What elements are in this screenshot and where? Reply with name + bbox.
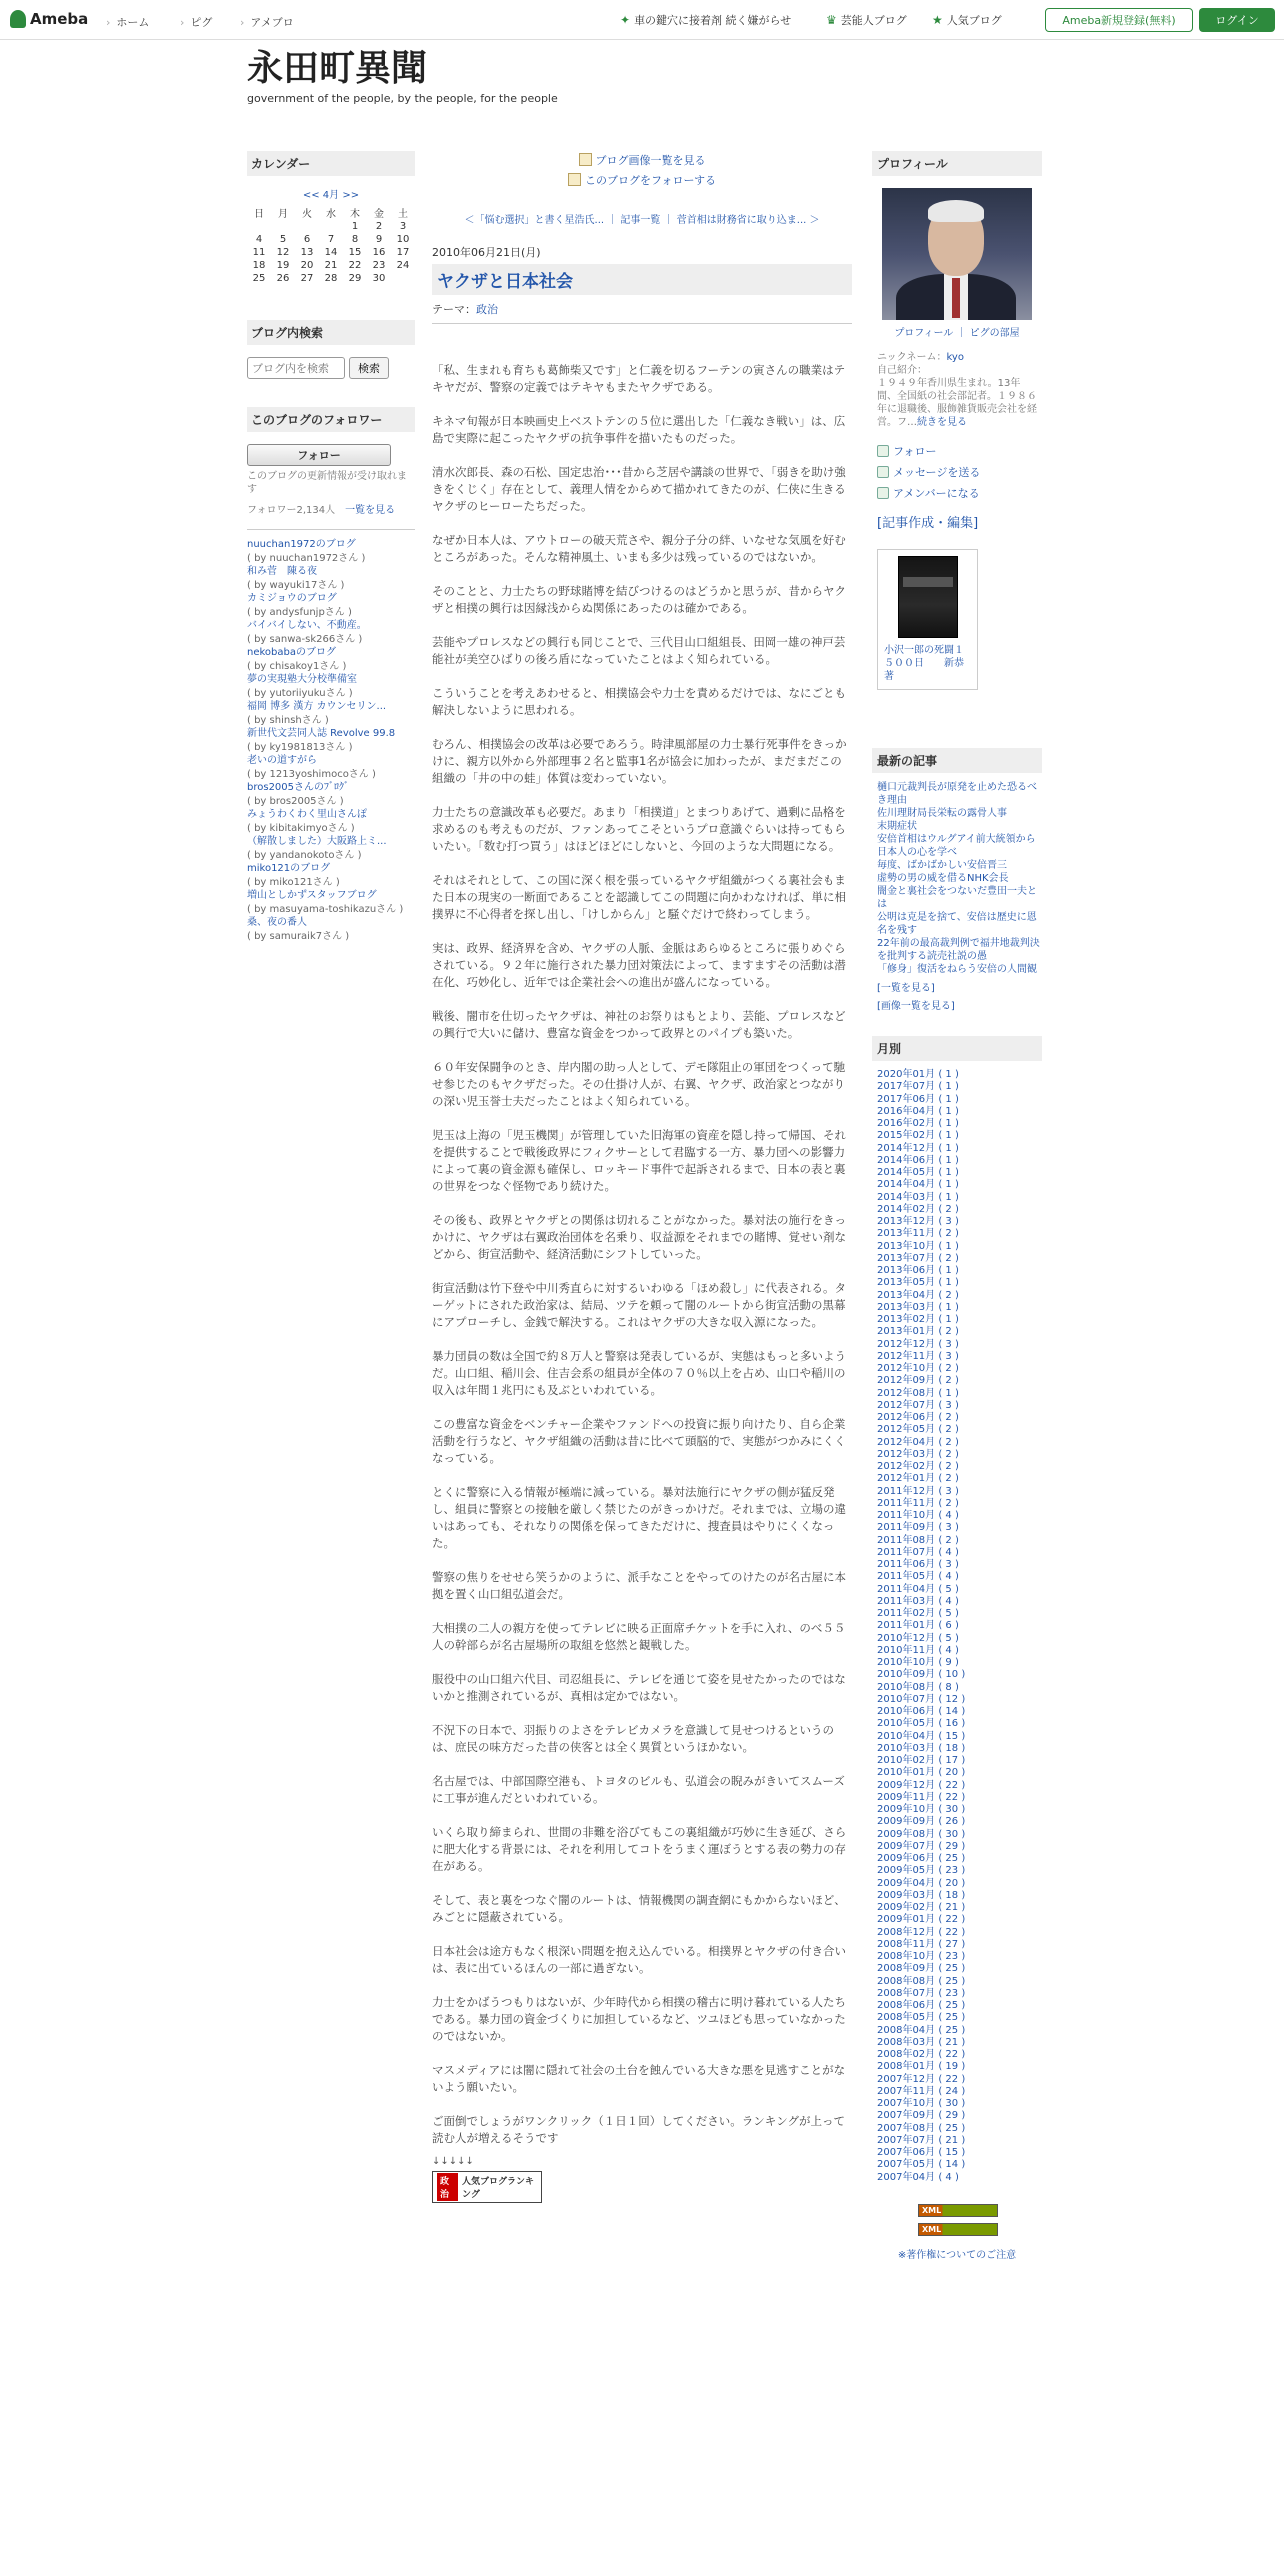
monthly-archive-link[interactable]: 2008年01月 ( 19 ) bbox=[877, 2061, 966, 2073]
follower-owner: ( by nuuchan1972さん ) bbox=[247, 552, 366, 564]
monthly-archive-link[interactable]: 2012年01月 ( 2 ) bbox=[877, 1473, 959, 1485]
monthly-archive-link[interactable]: 2008年10月 ( 23 ) bbox=[877, 1951, 966, 1962]
xml-feed-badge-2[interactable]: XML bbox=[918, 2223, 998, 2236]
entry-paragraph: 警察の焦りをせせら笑うかのように、派手なことをやってのけたのが名古屋に本拠を置く山口組弘道会だ。 bbox=[432, 1570, 846, 1601]
calendar-day[interactable]: 5 bbox=[279, 234, 287, 245]
send-message-link[interactable]: メッセージを送る bbox=[893, 466, 981, 479]
calendar-weekday: 土 bbox=[398, 209, 408, 220]
calendar-day[interactable]: 12 bbox=[276, 247, 290, 258]
monthly-archive-link[interactable]: 2017年06月 ( 1 ) bbox=[877, 1093, 959, 1105]
monthly-archive-link[interactable]: 2014年02月 ( 2 ) bbox=[877, 1203, 959, 1215]
follower-owner: ( by chisakoy1さん ) bbox=[247, 660, 347, 672]
blog-title[interactable]: 永田町異聞 bbox=[247, 47, 428, 89]
entry-paragraph: いくら取り締まられ、世間の非難を浴びてもこの裏組織が巧妙に生き延び、さらに肥大化する背景には、それを利用してコトをうまく運ぼうとする表の勢力の存在がある。 bbox=[432, 1825, 847, 1873]
header-celebrity-blog-link[interactable]: ♛ 芸能人ブログ bbox=[826, 13, 907, 27]
calendar-day bbox=[295, 220, 319, 233]
monthly-archive-link[interactable]: 2013年10月 ( 1 ) bbox=[877, 1240, 959, 1252]
entry-paragraph: 大相撲の二人の親方を使ってテレビに映る正面席チケットを手に入れ、のべ５５人の幹部らが名古屋場所の取組を悠然と観戦した。 bbox=[432, 1621, 846, 1652]
monthly-archive-link[interactable]: 2007年10月 ( 30 ) bbox=[877, 2098, 966, 2109]
calendar-day[interactable]: 16 bbox=[372, 247, 386, 258]
calendar-day[interactable]: 25 bbox=[252, 273, 266, 284]
entry-paragraph: 児玉は上海の「児玉機関」が管理していた旧海軍の資産を隠し持って帰国、それを提供することで戦後政界にフィクサーとして君臨する一方、暴力団への影響力によって裏の資金源も確保し、ロッキード事件で起訴されるまで、日本の表と裏の世界をつなぐ怪物であり続けた。 bbox=[432, 1128, 846, 1193]
calendar-day[interactable]: 8 bbox=[351, 234, 359, 245]
calendar-weekday: 金 bbox=[374, 209, 384, 220]
monthly-archive-link[interactable]: 2011年11月 ( 2 ) bbox=[877, 1497, 959, 1509]
monthly-archive-link[interactable]: 2013年03月 ( 1 ) bbox=[877, 1301, 959, 1313]
monthly-archive-link[interactable]: 2011年12月 ( 3 ) bbox=[877, 1485, 959, 1497]
amember-link[interactable]: アメンバーになる bbox=[893, 487, 980, 500]
theme-link[interactable]: 政治 bbox=[476, 303, 498, 316]
monthly-archive-link[interactable]: 2012年05月 ( 2 ) bbox=[877, 1424, 959, 1436]
nav-pigg[interactable]: ピグ bbox=[190, 16, 213, 29]
entry-paragraph: そして、表と裏をつなぐ闇のルートは、情報機関の調査網にもかからないほど、みごとに隠蔽されている。 bbox=[432, 1893, 846, 1924]
calendar-day[interactable]: 22 bbox=[348, 260, 362, 271]
follower-blog-link[interactable]: 新世代文芸同人誌 Revolve 99.8 bbox=[247, 728, 396, 739]
entry-paragraph: むろん、相撲協会の改革は必要であろう。時津風部屋の力士暴行死事件をきっかけに、親方以外から外部理事２名と監事1名が協会に加わったが、まだまだこの組織の「井の中の蛙」体質は変わっていない。 bbox=[432, 737, 847, 785]
monthly-archive-link[interactable]: 2007年04月 ( 4 ) bbox=[877, 2171, 959, 2183]
entry-paragraph: 日本社会は途方もなく根深い問題を抱え込んでいる。相撲界とヤクザの付き合いは、表に出ているほんの一部に過ぎない。 bbox=[432, 1944, 846, 1975]
entry-paragraph: それはそれとして、この国に深く根を張っているヤクザ組織がつくる裏社会もまた日本の現実の一断面であることを認識してこの問題に向かわなければ、単に相撲界に不心得者を探し出し、「けしからん」と騒ぐだけで終わってしまう。 bbox=[432, 873, 846, 921]
monthly-archive-link[interactable]: 2010年05月 ( 16 ) bbox=[877, 1718, 966, 1730]
calendar-day[interactable]: 23 bbox=[372, 260, 386, 271]
avatar[interactable] bbox=[882, 188, 1032, 320]
entry-theme: テーマ：政治 bbox=[432, 301, 852, 324]
monthly-archive-link[interactable]: 2008年11月 ( 27 ) bbox=[877, 1938, 966, 1950]
monthly-archive-link[interactable]: 2009年02月 ( 21 ) bbox=[877, 1902, 966, 1913]
recent-entry-link[interactable]: 虚勢の男の威を借るNHK会長 bbox=[877, 873, 1009, 884]
entry-paragraph: ６０年安保闘争のとき、岸内閣の助っ人として、デモ隊阻止の軍団をつくって馳せ参じたのもヤクザだった。その仕掛け人が、右翼、ヤクザ、政治家とつながりの深い児玉誉士夫だったことはよく知られている。 bbox=[432, 1060, 846, 1108]
monthly-archive-link[interactable]: 2010年03月 ( 18 ) bbox=[877, 1742, 966, 1754]
follower-owner: ( by ky1981813さん ) bbox=[247, 741, 353, 753]
monthly-heading: 月別 bbox=[872, 1036, 1042, 1061]
monthly-archive-link[interactable]: 2012年08月 ( 1 ) bbox=[877, 1387, 959, 1399]
monthly-archive-link[interactable]: 2013年05月 ( 1 ) bbox=[877, 1277, 959, 1289]
monthly-archive-link[interactable]: 2010年02月 ( 17 ) bbox=[877, 1755, 966, 1766]
monthly-archive-link[interactable]: 2011年10月 ( 4 ) bbox=[877, 1510, 959, 1521]
monthly-archive-link[interactable]: 2015年02月 ( 1 ) bbox=[877, 1130, 959, 1142]
calendar-day bbox=[247, 220, 271, 233]
recent-entry-link[interactable]: 公明は克是を捨て、安倍は歴史に恩名を残す bbox=[877, 912, 1037, 936]
follower-owner: ( by yandanokotoさん ) bbox=[247, 849, 362, 861]
monthly-archive-link[interactable]: 2011年03月 ( 4 ) bbox=[877, 1595, 959, 1607]
follower-blog-link[interactable]: （解散しました）大阪路上ミ... bbox=[247, 836, 387, 847]
follower-blog-link[interactable]: 夢の実現塾大分校準備室 bbox=[247, 674, 357, 685]
calendar-weekday: 月 bbox=[278, 209, 288, 220]
follower-blog-link[interactable]: 桑、夜の番人 bbox=[247, 917, 307, 928]
right-column bbox=[872, 151, 1042, 2261]
monthly-archive-link[interactable]: 2009年10月 ( 30 ) bbox=[877, 1804, 966, 1815]
calendar-day[interactable]: 20 bbox=[300, 260, 314, 271]
recent-entry-link[interactable]: 毎度、ばかばかしい安倍晋三 bbox=[877, 860, 1007, 871]
monthly-archive-link[interactable]: 2014年12月 ( 1 ) bbox=[877, 1142, 959, 1154]
monthly-archive-link[interactable]: 2011年04月 ( 5 ) bbox=[877, 1583, 959, 1595]
monthly-archive-link[interactable]: 2012年07月 ( 3 ) bbox=[877, 1399, 959, 1411]
image-list-icon bbox=[579, 153, 592, 166]
calendar-day[interactable]: 26 bbox=[276, 273, 290, 284]
monthly-archive-link[interactable]: 2013年11月 ( 2 ) bbox=[877, 1228, 959, 1240]
entry-paragraph: 暴力団員の数は全国で約８万人と警察は発表しているが、実態はもっと多いようだ。山口組、稲川会、住吉会系の組員が全体の７０％以上を占め、山口や稲川の収入は年間１兆円にも及ぶといわれている。 bbox=[432, 1349, 846, 1397]
profile-follow-link[interactable]: フォロー bbox=[893, 445, 937, 458]
follower-owner: ( by wayuki17さん ) bbox=[247, 579, 345, 591]
entry-paragraph: とくに警察に入る情報が極端に減っている。暴対法施行にヤクザの側が猛反発し、組員に警察との接触を厳しく禁じたのがきっかけだ。それまでは、立場の違いはあっても、それなりの関係を保ってきただけに、捜査員はやりにくくなった。 bbox=[432, 1485, 846, 1550]
entry-paragraph: 芸能やプロレスなどの興行も同じことで、三代目山口組組長、田岡一雄の神戸芸能社が美空ひばりの後ろ盾になっていたことはよく知られている。 bbox=[432, 635, 846, 666]
follower-blog-link[interactable]: bros2005さんのﾌﾞﾛｸﾞ bbox=[247, 782, 350, 793]
calendar-table bbox=[247, 205, 415, 285]
monthly-archive-link[interactable]: 2010年11月 ( 4 ) bbox=[877, 1644, 959, 1656]
entry-paragraph: 力士たちの意識改革も必要だ。あまり「相撲道」とまつりあげて、過剰に品格を求めるのも考えものだが、ファンあってこそというプロ意識ぐらいは持ってもらいたい。「数む打つ買う」はほどほどにしないと、今回のような大問題になる。 bbox=[432, 805, 846, 853]
nav-ameblo[interactable]: アメブロ bbox=[250, 16, 294, 29]
entry-paragraph: なぜか日本人は、アウトローの破天荒さや、親分子分の絆、いなせな気風を好むところがあった。そんな精神風土、いまも多少は残っているのではないか。 bbox=[432, 533, 846, 564]
calendar-day[interactable]: 7 bbox=[327, 234, 335, 245]
entry-paragraph: 戦後、闇市を仕切ったヤクザは、神社のお祭りはもとより、芸能、プロレスなどの興行で大いに儲け、豊富な資金をつかって政界とのパイプも築いた。 bbox=[432, 1009, 846, 1040]
calendar-weekday: 水 bbox=[326, 209, 336, 220]
monthly-archive-link[interactable]: 2010年09月 ( 10 ) bbox=[877, 1669, 966, 1681]
monthly-archive-link[interactable]: 2009年08月 ( 30 ) bbox=[877, 1828, 966, 1840]
calendar-day bbox=[319, 220, 343, 233]
follower-owner: ( by kibitakimyoさん ) bbox=[247, 822, 355, 834]
monthly-archive-link[interactable]: 2009年07月 ( 29 ) bbox=[877, 1840, 966, 1852]
monthly-archive-link[interactable]: 2010年04月 ( 15 ) bbox=[877, 1730, 966, 1742]
monthly-archive-link[interactable]: 2011年01月 ( 6 ) bbox=[877, 1620, 959, 1632]
nav-home[interactable]: ホーム bbox=[116, 16, 150, 29]
calendar-day[interactable]: 11 bbox=[252, 247, 266, 258]
entry-paragraph: 街宣活動は竹下登や中川秀直らに対するいわゆる「ほめ殺し」に代表される。ターゲットにされた政治家は、結局、ツテを頼って闇のルートから街宣活動の黒幕にアプローチし、金銭で解決する。これはヤクザの大きな収入源になった。 bbox=[432, 1281, 846, 1329]
recent-list bbox=[872, 781, 1042, 976]
monthly-archive-link[interactable]: 2008年07月 ( 23 ) bbox=[877, 1987, 966, 1999]
edit-entry-link[interactable]: [記事作成・編集] bbox=[877, 516, 979, 531]
recent-entry-link[interactable]: 樋口元裁判長が原発を止めた恐るべき理由 bbox=[877, 782, 1037, 806]
star-icon: ★ bbox=[932, 13, 943, 27]
calendar-month-nav[interactable]: << 4月 >> bbox=[302, 190, 360, 201]
follower-blog-link[interactable]: nekobabaのブログ bbox=[247, 647, 336, 658]
monthly-archive-link[interactable]: 2007年11月 ( 24 ) bbox=[877, 2085, 966, 2097]
monthly-archive-link[interactable]: 2009年01月 ( 22 ) bbox=[877, 1914, 966, 1926]
follower-list bbox=[247, 529, 415, 943]
monthly-archive-link[interactable]: 2013年02月 ( 1 ) bbox=[877, 1314, 959, 1325]
login-button[interactable]: ログイン bbox=[1199, 8, 1275, 32]
ameba-logo[interactable]: Ameba bbox=[10, 10, 88, 28]
followers-box bbox=[247, 407, 415, 943]
monthly-archive-link[interactable]: 2009年12月 ( 22 ) bbox=[877, 1779, 966, 1791]
calendar-day[interactable]: 17 bbox=[396, 247, 410, 258]
monthly-archive-link[interactable]: 2008年06月 ( 25 ) bbox=[877, 2000, 966, 2011]
follower-owner: ( by yutoriiyukuさん ) bbox=[247, 687, 353, 699]
entry-paragraph: この豊富な資金をベンチャー企業やファンドへの投資に振り向けたり、自ら企業活動を行うなど、ヤクザ組織の活動は昔に比べて頭脳的で、実態がつかみにくくなっている。 bbox=[432, 1417, 846, 1465]
profile-links[interactable]: プロフィール ｜ ピグの部屋 bbox=[894, 328, 1020, 339]
image-list-link[interactable]: ブログ画像一覧を見る bbox=[595, 154, 706, 167]
profile-heading: プロフィール bbox=[872, 151, 1042, 176]
calendar-day[interactable]: 30 bbox=[372, 273, 386, 284]
ameba-logo-icon bbox=[10, 10, 26, 28]
monthly-archive-link[interactable]: 2008年04月 ( 25 ) bbox=[877, 2024, 966, 2036]
calendar-day[interactable]: 4 bbox=[255, 234, 263, 245]
follower-owner: ( by 1213yoshimocoさん ) bbox=[247, 768, 376, 780]
recent-entry-link[interactable]: 22年前の最高裁判例で福井地裁判決を批判する読売社説の愚 bbox=[877, 938, 1040, 962]
intro-more-link[interactable]: 続きを見る bbox=[917, 417, 967, 428]
ranking-sub: 人気ブログランキング bbox=[462, 2177, 535, 2200]
monthly-archive-link[interactable]: 2016年02月 ( 1 ) bbox=[877, 1118, 959, 1129]
monthly-archive-link[interactable]: 2014年06月 ( 1 ) bbox=[877, 1154, 959, 1166]
recent-heading: 最新の記事 bbox=[872, 748, 1042, 773]
monthly-archive-link[interactable]: 2014年03月 ( 1 ) bbox=[877, 1191, 959, 1203]
monthly-archive-link[interactable]: 2007年12月 ( 22 ) bbox=[877, 2073, 966, 2085]
monthly-archive-link[interactable]: 2009年05月 ( 23 ) bbox=[877, 1865, 966, 1877]
entry-paragraph: そのことと、力士たちの野球賭博を結びつけるのはどうかと思うが、昔からヤクザと相撲の興行は因縁浅からぬ関係にあったのは確かである。 bbox=[432, 584, 846, 615]
recent-images-link[interactable]: [画像一覧を見る] bbox=[877, 1001, 955, 1012]
entry-body bbox=[432, 362, 852, 2147]
monthly-archive-link[interactable]: 2010年07月 ( 12 ) bbox=[877, 1693, 966, 1705]
follow-icon bbox=[877, 445, 889, 457]
followers-heading: このブログのフォロワー bbox=[247, 407, 415, 432]
profile-info: ニックネーム：kyo 自己紹介： １９４９年香川県生まれ。13年間、全国紙の社会部記者。１９８６年に退職後、服飾雑貨販売会社を経営。フ…続きを見る bbox=[877, 352, 1037, 428]
follower-blog-link[interactable]: カミジョウのブログ bbox=[247, 593, 337, 604]
calendar-day[interactable]: 9 bbox=[375, 234, 383, 245]
monthly-archive-link[interactable]: 2008年12月 ( 22 ) bbox=[877, 1926, 966, 1938]
header-popular-blog-link[interactable]: ★ 人気ブログ bbox=[932, 13, 1002, 27]
follower-owner: ( by masuyama-toshikazuさん ) bbox=[247, 903, 404, 915]
nav-separator-icon: › bbox=[180, 16, 185, 29]
monthly-archive-link[interactable]: 2012年09月 ( 2 ) bbox=[877, 1375, 959, 1387]
calendar-day[interactable]: 6 bbox=[303, 234, 311, 245]
calendar-day bbox=[391, 272, 415, 285]
monthly-archive-link[interactable]: 2014年04月 ( 1 ) bbox=[877, 1179, 959, 1191]
monthly-archive-link[interactable]: 2009年09月 ( 26 ) bbox=[877, 1816, 966, 1828]
self-intro: １９４９年香川県生まれ。13年間、全国紙の社会部記者。１９８６年に退職後、服飾雑貨販売会社を経営。フ… bbox=[877, 378, 1037, 428]
follower-blog-link[interactable]: 増山としかずスタッフブログ bbox=[247, 890, 377, 901]
follow-note: このブログの更新情報が受け取れます bbox=[247, 471, 407, 495]
calendar-day[interactable]: 1 bbox=[351, 221, 359, 232]
monthly-archive-link[interactable]: 2013年04月 ( 2 ) bbox=[877, 1289, 959, 1301]
monthly-archive-link[interactable]: 2013年12月 ( 3 ) bbox=[877, 1216, 959, 1227]
entry-date: 2010年06月21日(月) bbox=[432, 246, 541, 259]
calendar-day[interactable]: 14 bbox=[324, 247, 338, 258]
calendar bbox=[247, 151, 415, 285]
monthly-archive-link[interactable]: 2009年06月 ( 25 ) bbox=[877, 1853, 966, 1864]
follower-owner: ( by andysfunjpさん ) bbox=[247, 606, 352, 618]
monthly-archive-link[interactable]: 2011年07月 ( 4 ) bbox=[877, 1546, 959, 1558]
monthly-archive-link[interactable]: 2008年09月 ( 25 ) bbox=[877, 1963, 966, 1975]
monthly-archive-link[interactable]: 2011年02月 ( 5 ) bbox=[877, 1608, 959, 1619]
monthly-archive-link[interactable]: 2010年01月 ( 20 ) bbox=[877, 1767, 966, 1779]
monthly-archive-link[interactable]: 2014年05月 ( 1 ) bbox=[877, 1167, 959, 1178]
calendar-weekday: 火 bbox=[302, 209, 312, 220]
recent-entry-link[interactable]: 佐川理財局長栄転の露骨人事 bbox=[877, 808, 1007, 819]
entry-paragraph: こういうことを考えあわせると、相撲協会や力士を責めるだけでは、なにごとも解決しないように思われる。 bbox=[432, 686, 846, 717]
calendar-day[interactable]: 27 bbox=[300, 273, 314, 284]
monthly-archive-link[interactable]: 2012年11月 ( 3 ) bbox=[877, 1350, 959, 1362]
recent-entry-link[interactable]: 末期症状 bbox=[877, 821, 917, 832]
news-icon: ✦ bbox=[620, 13, 631, 27]
monthly-archive-link[interactable]: 2010年12月 ( 5 ) bbox=[877, 1632, 959, 1644]
entry-pager[interactable]: ＜「悩む選択」と書く星浩氏... ｜ 記事一覧 ｜ 菅首相は財務省に取り込ま... ＞ bbox=[464, 215, 820, 226]
calendar-weekday: 日 bbox=[254, 209, 264, 220]
nav-separator-icon: › bbox=[240, 16, 245, 29]
calendar-day[interactable]: 10 bbox=[396, 234, 410, 245]
monthly-archive-link[interactable]: 2009年04月 ( 20 ) bbox=[877, 1877, 966, 1889]
calendar-day[interactable]: 13 bbox=[300, 247, 314, 258]
monthly-archive-link[interactable]: 2012年03月 ( 2 ) bbox=[877, 1448, 959, 1460]
monthly-archive-link[interactable]: 2020年01月 ( 1 ) bbox=[877, 1069, 959, 1080]
calendar-day[interactable]: 19 bbox=[276, 260, 290, 271]
follower-blog-link[interactable]: nuuchan1972のブログ bbox=[247, 539, 356, 550]
monthly-archive-link[interactable]: 2008年02月 ( 22 ) bbox=[877, 2049, 966, 2060]
follow-blog-link[interactable]: このブログをフォローする bbox=[585, 174, 716, 187]
nav-separator-icon: › bbox=[106, 16, 111, 29]
monthly-archive-link[interactable]: 2009年03月 ( 18 ) bbox=[877, 1889, 966, 1901]
follower-owner: ( by shinshさん ) bbox=[247, 714, 329, 726]
ranking-banner[interactable] bbox=[432, 2171, 542, 2203]
monthly-archive-link[interactable]: 2007年05月 ( 14 ) bbox=[877, 2159, 966, 2171]
monthly-archive-link[interactable]: 2007年07月 ( 21 ) bbox=[877, 2134, 966, 2146]
follower-owner: ( by sanwa-sk266さん ) bbox=[247, 633, 363, 645]
monthly-archive-link[interactable]: 2011年09月 ( 3 ) bbox=[877, 1522, 959, 1534]
search-input[interactable] bbox=[247, 357, 345, 379]
monthly-archive-link[interactable]: 2007年09月 ( 29 ) bbox=[877, 2110, 966, 2122]
monthly-archive-link[interactable]: 2017年07月 ( 1 ) bbox=[877, 1081, 959, 1093]
search-button[interactable]: 検索 bbox=[349, 357, 389, 379]
entry-title[interactable]: ヤクザと日本社会 bbox=[432, 264, 852, 295]
blog-subtitle: government of the people, by the people, for the people bbox=[247, 92, 558, 105]
monthly-archive-link[interactable]: 2013年07月 ( 2 ) bbox=[877, 1252, 959, 1264]
calendar-day[interactable]: 2 bbox=[375, 221, 383, 232]
follower-blog-link[interactable]: 福岡 博多 漢方 カウンセリン... bbox=[247, 701, 387, 712]
amember-icon bbox=[877, 487, 889, 499]
book-caption: 小沢一郎の死闘１５００日 新恭 著 bbox=[884, 645, 974, 682]
monthly-archive-link[interactable]: 2012年12月 ( 3 ) bbox=[877, 1338, 959, 1350]
entry-paragraph: ご面倒でしょうがワンクリック（１日１回）してください。ランキングが上って読む人が増えるそうです bbox=[432, 2114, 845, 2145]
follower-owner: ( by samuraik7さん ) bbox=[247, 930, 350, 942]
monthly-archive-link[interactable]: 2011年05月 ( 4 ) bbox=[877, 1571, 959, 1583]
entry-paragraph: その後も、政界とヤクザとの関係は切れることがなかった。暴対法の施行をきっかけに、ヤクザは右翼政治団体を名乗り、収益源をそれまでの賭博、覚せい剤などから、街宣活動や、経済活動にシフトしていった。 bbox=[432, 1213, 846, 1261]
monthly-archive-link[interactable]: 2012年02月 ( 2 ) bbox=[877, 1461, 959, 1472]
follower-blog-link[interactable]: バイバイしない、不動産。 bbox=[247, 620, 367, 631]
follower-list-link[interactable]: 一覧を見る bbox=[345, 505, 396, 516]
ranking-label: 政治 bbox=[437, 2173, 458, 2201]
calendar-day bbox=[271, 220, 295, 233]
monthly-archive bbox=[872, 1069, 1042, 2184]
monthly-archive-link[interactable]: 2008年03月 ( 21 ) bbox=[877, 2036, 966, 2048]
calendar-day[interactable]: 3 bbox=[399, 221, 407, 232]
monthly-archive-link[interactable]: 2013年06月 ( 1 ) bbox=[877, 1265, 959, 1276]
entry-paragraph: 実は、政界、経済界を含め、ヤクザの人脈、金脈はあらゆるところに張りめぐらされている。９２年に施行された暴力団対策法によって、ますますその活動は潜在化、巧妙化し、近年では企業社会への進出が盛んになっている。 bbox=[432, 941, 846, 989]
follower-blog-link[interactable]: 老いの道すがら bbox=[247, 755, 317, 766]
monthly-archive-link[interactable]: 2011年08月 ( 2 ) bbox=[877, 1534, 959, 1546]
register-button[interactable]: Ameba新規登録(無料) bbox=[1045, 8, 1193, 32]
monthly-archive-link[interactable]: 2012年10月 ( 2 ) bbox=[877, 1363, 959, 1374]
calendar-day[interactable]: 15 bbox=[348, 247, 362, 258]
xml-feed-badge-1[interactable]: XML bbox=[918, 2204, 998, 2217]
entry-paragraph: マスメディアには闇に隠れて社会の土台を蝕んでいる大きな悪を見逃すことがないよう願いたい。 bbox=[432, 2063, 846, 2094]
book-ad[interactable] bbox=[877, 549, 978, 690]
calendar-weekday: 木 bbox=[350, 209, 360, 220]
monthly-archive-link[interactable]: 2011年06月 ( 3 ) bbox=[877, 1559, 959, 1570]
monthly-archive-link[interactable]: 2008年05月 ( 25 ) bbox=[877, 2012, 966, 2024]
monthly-archive-link[interactable]: 2009年11月 ( 22 ) bbox=[877, 1791, 966, 1803]
calendar-day[interactable]: 24 bbox=[396, 260, 410, 271]
book-cover bbox=[898, 556, 958, 638]
blog-search bbox=[247, 320, 415, 379]
recent-entry-link[interactable]: 闇金と裏社会をつないだ豊田一夫とは bbox=[877, 886, 1037, 910]
entry-paragraph: キネマ旬報が日本映画史上ベストテンの５位に選出した「仁義なき戦い」は、広島で実際に起こったヤクザの抗争事件を描いたものだった。 bbox=[432, 414, 846, 445]
follower-blog-link[interactable]: miko121のブログ bbox=[247, 863, 331, 874]
monthly-archive-link[interactable]: 2016年04月 ( 1 ) bbox=[877, 1105, 959, 1117]
monthly-archive-link[interactable]: 2013年01月 ( 2 ) bbox=[877, 1326, 959, 1338]
follow-button[interactable]: フォロー bbox=[247, 444, 391, 466]
monthly-archive-link[interactable]: 2007年08月 ( 25 ) bbox=[877, 2122, 966, 2134]
calendar-day[interactable]: 18 bbox=[252, 260, 266, 271]
follower-blog-link[interactable]: みょうわくわく里山さんぽ bbox=[247, 809, 367, 820]
entry-paragraph: 「私、生まれも育ちも葛飾柴又です」と仁義を切るフーテンの寅さんの職業はテキヤだが、警察の定義ではテキヤもまたヤクザである。 bbox=[432, 363, 846, 394]
follow-blog-icon bbox=[568, 173, 581, 186]
monthly-archive-link[interactable]: 2007年06月 ( 15 ) bbox=[877, 2147, 966, 2158]
entry-paragraph: 服役中の山口組六代目、司忍組長に、テレビを通じて姿を見せたかったのではないかと推測されているが、真相は定かではない。 bbox=[432, 1672, 846, 1703]
monthly-archive-link[interactable]: 2010年10月 ( 9 ) bbox=[877, 1657, 959, 1668]
crown-icon: ♛ bbox=[826, 13, 837, 27]
follower-count: フォロワー2,134人 bbox=[247, 505, 336, 516]
calendar-day[interactable]: 21 bbox=[324, 260, 338, 271]
monthly-archive-link[interactable]: 2010年06月 ( 14 ) bbox=[877, 1706, 966, 1717]
follower-blog-link[interactable]: 和み菅 陳る夜 bbox=[247, 566, 317, 577]
calendar-day[interactable]: 28 bbox=[324, 273, 338, 284]
monthly-archive-link[interactable]: 2010年08月 ( 8 ) bbox=[877, 1681, 959, 1693]
entry-paragraph: 不況下の日本で、羽振りのよさをテレビカメラを意識して見せつけるというのは、庶民の味方だった昔の侠客とは全く異質というほかない。 bbox=[432, 1723, 835, 1754]
message-icon bbox=[877, 466, 889, 478]
calendar-day[interactable]: 29 bbox=[348, 273, 362, 284]
main-column bbox=[432, 151, 852, 2203]
monthly-archive-link[interactable]: 2012年04月 ( 2 ) bbox=[877, 1436, 959, 1448]
monthly-archive-link[interactable]: 2012年06月 ( 2 ) bbox=[877, 1412, 959, 1423]
follower-owner: ( by miko121さん ) bbox=[247, 876, 340, 888]
search-heading: ブログ内検索 bbox=[247, 320, 415, 345]
entry-paragraph: 力士をかばうつもりはないが、少年時代から相撲の稽古に明け暮れている人たちである。暴力団の資金づくりに加担しているなど、ツユほども思っていなかったのではないか。 bbox=[432, 1995, 846, 2043]
follower-owner: ( by bros2005さん ) bbox=[247, 795, 344, 807]
calendar-heading: カレンダー bbox=[247, 151, 415, 176]
recent-entry-link[interactable]: 「修身」復活をねらう安倍の人間観 bbox=[877, 964, 1037, 975]
monthly-archive-link[interactable]: 2008年08月 ( 25 ) bbox=[877, 1975, 966, 1987]
nickname[interactable]: kyo bbox=[946, 352, 964, 363]
recent-list-link[interactable]: [一覧を見る] bbox=[877, 983, 935, 994]
copyright-notice[interactable]: ※著作権についてのご注意 bbox=[897, 2249, 1017, 2261]
ranking-arrows: ↓↓↓↓↓ bbox=[432, 2156, 474, 2167]
entry-paragraph: 名古屋では、中部国際空港も、トヨタのビルも、弘道会の睨みがきいてスムーズに工事が進んだといわれている。 bbox=[432, 1774, 845, 1805]
recent-entry-link[interactable]: 安倍首相はウルグアイ前大統領から日本人の心を学べ bbox=[877, 834, 1036, 858]
header-news-link[interactable]: ✦ 車の鍵穴に接着剤 続く嫌がらせ bbox=[620, 13, 792, 27]
entry-paragraph: 清水次郎長、森の石松、国定忠治･･･昔から芝居や講談の世界で、「弱きを助け強きをくじく」存在として、義理人情をからめて描かれてきたのが、仁侠に生きるヤクザのヒーローたちだった。 bbox=[432, 465, 846, 513]
